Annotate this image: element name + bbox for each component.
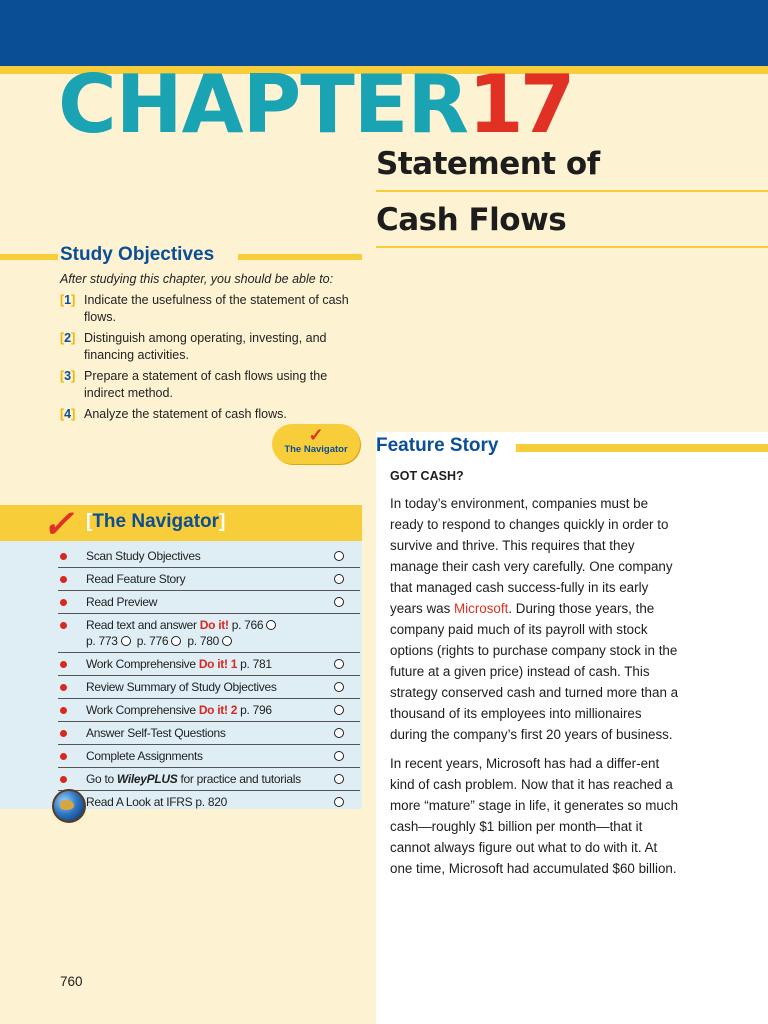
bullet-icon [60, 730, 67, 737]
chapter-title-line-2: Cash Flows [376, 196, 768, 248]
checkbox-circle-icon[interactable] [334, 551, 344, 561]
feature-story-body [390, 466, 680, 887]
objective-number: [3] [60, 369, 76, 383]
checkbox-circle-icon[interactable] [121, 636, 131, 646]
study-objectives-heading: Study Objectives [60, 244, 215, 265]
study-objective-3 [60, 368, 360, 402]
checklist-item-review-summary: Review Summary of Study Objectives [58, 676, 360, 699]
checklist-item-ifrs: Read A Look at IFRS p. 820 [58, 791, 360, 813]
study-objectives-intro: After studying this chapter, you should be able to: [60, 272, 334, 286]
checkbox-circle-icon[interactable] [334, 597, 344, 607]
top-color-band [0, 0, 768, 66]
checkbox-circle-icon[interactable] [334, 705, 344, 715]
checkbox-circle-icon[interactable] [334, 728, 344, 738]
chapter-title-line-1: Statement of [376, 142, 768, 192]
checkbox-circle-icon[interactable] [171, 636, 181, 646]
chapter-word: CHAPTER [58, 58, 469, 151]
study-objective-1 [60, 292, 360, 326]
bullet-icon [60, 576, 67, 583]
objective-number: [1] [60, 293, 76, 307]
checkmark-icon: ✓ [42, 501, 74, 546]
feature-story-paragraph-1: In today’s environment, companies must be ready to respond to changes quickly in order to survive and thrive. This requires that they manage their cash very carefully. One company that managed cash success-fully in its early years was Microsoft. During those years, the company paid much of its payroll with stock options (rights to purchase company stock in the future at a given price) instead of cash. This strategy conserved cash and turned more than a thousand of its employees into millionaires during the company’s first 20 years of business. [390, 496, 679, 742]
navigator-title: [The Navigator] [86, 511, 226, 532]
navigator-body [0, 541, 362, 809]
navigator-tab [272, 424, 360, 464]
checkbox-circle-icon[interactable] [334, 659, 344, 669]
bullet-icon [60, 753, 67, 760]
checkbox-circle-icon[interactable] [334, 682, 344, 692]
objective-number: [2] [60, 331, 76, 345]
checklist-item-assignments: Complete Assignments [58, 745, 360, 768]
bullet-icon [60, 776, 67, 783]
objective-text: Indicate the usefulness of the statement of cash flows. [84, 293, 349, 324]
checkmark-icon: ✓ [308, 425, 324, 445]
study-objective-2 [60, 330, 360, 364]
checkbox-circle-icon[interactable] [222, 636, 232, 646]
checklist-item-preview: Read Preview [58, 591, 360, 614]
feature-story-heading: Feature Story [376, 435, 499, 456]
bullet-icon [60, 622, 67, 629]
objective-text: Analyze the statement of cash flows. [84, 407, 287, 421]
study-objectives-rule-left [0, 254, 58, 260]
navigator-tab-label: The Navigator [284, 444, 348, 455]
objective-text: Prepare a statement of cash flows using the indirect method. [84, 369, 328, 400]
bullet-icon [60, 553, 67, 560]
navigator-checklist [58, 545, 360, 813]
bullet-icon [60, 599, 67, 606]
checklist-item-read-text: Read text and answer Do it! p. 766 p. 773 p. 776 p. 780 [58, 614, 360, 653]
checkbox-circle-icon[interactable] [334, 774, 344, 784]
chapter-number: 17 [468, 58, 572, 151]
checklist-item-feature-story: Read Feature Story [58, 568, 360, 591]
checklist-item-wileyplus: Go to WileyPLUS for practice and tutorials [58, 768, 360, 791]
bullet-icon [60, 661, 67, 668]
page-number: 760 [60, 974, 83, 989]
navigator-header [0, 501, 362, 546]
bullet-icon [60, 684, 67, 691]
objective-text: Distinguish among operating, investing, and financing activities. [84, 331, 327, 362]
study-objective-4 [60, 406, 360, 423]
checkbox-circle-icon[interactable] [266, 620, 276, 630]
bullet-icon [60, 707, 67, 714]
checklist-item-self-test: Answer Self-Test Questions [58, 722, 360, 745]
microsoft-highlight: Microsoft [454, 601, 509, 616]
globe-icon [52, 789, 86, 823]
checklist-item-comprehensive-1: Work Comprehensive Do it! 1 p. 781 [58, 653, 360, 676]
feature-story-subheading: GOT CASH? [390, 469, 464, 483]
study-objectives-list [60, 292, 360, 427]
objective-number: [4] [60, 407, 76, 421]
study-objectives-rule-right [238, 254, 362, 260]
feature-story-rule [516, 444, 768, 452]
checkbox-circle-icon[interactable] [334, 751, 344, 761]
checklist-item-comprehensive-2: Work Comprehensive Do it! 2 p. 796 [58, 699, 360, 722]
navigator-box [0, 501, 362, 809]
checklist-item-scan-objectives: Scan Study Objectives [58, 545, 360, 568]
feature-story-paragraph-2: In recent years, Microsoft has had a differ-ent kind of cash problem. Now that it has reached a more “mature” stage in life, it generates so much cash—roughly $1 billion per month—that it cannot always figure out what to do with it. At one time, Microsoft had accumulated $60 billion. [390, 756, 679, 876]
checkbox-circle-icon[interactable] [334, 574, 344, 584]
chapter-heading [58, 60, 571, 150]
checkbox-circle-icon[interactable] [334, 797, 344, 807]
